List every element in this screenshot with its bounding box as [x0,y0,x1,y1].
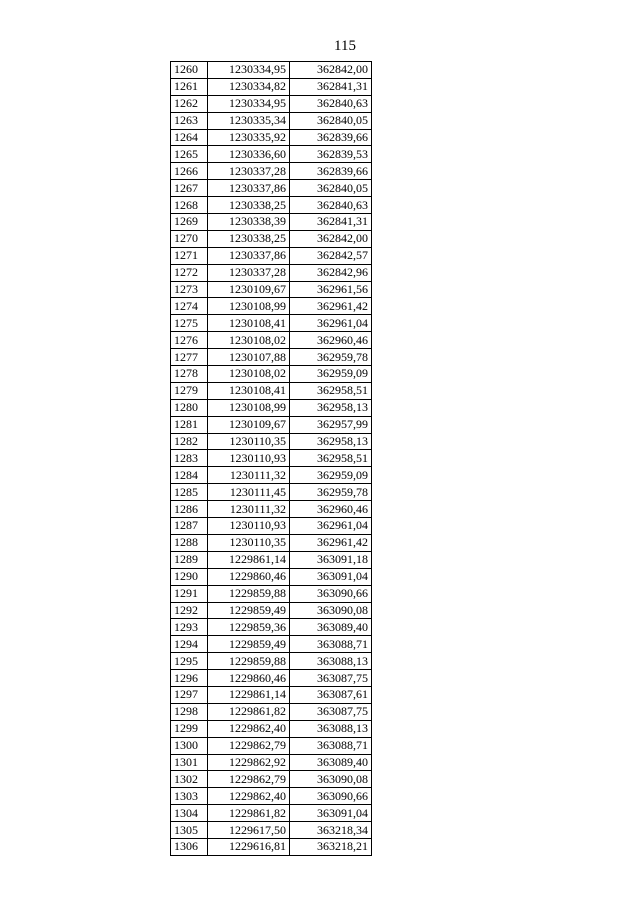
point-number-cell: 1271 [171,247,208,264]
table-row [171,653,372,670]
y-coordinate-cell: 362959,78 [290,484,372,501]
x-coordinate-cell: 1230108,99 [208,399,290,416]
x-coordinate-cell: 1230110,93 [208,518,290,535]
y-coordinate-cell: 363088,71 [290,636,372,653]
y-coordinate-cell: 362958,51 [290,382,372,399]
y-coordinate-cell: 362842,57 [290,247,372,264]
y-coordinate-cell: 363087,75 [290,670,372,687]
table-row [171,602,372,619]
x-coordinate-cell: 1229860,46 [208,568,290,585]
x-coordinate-cell: 1230337,28 [208,264,290,281]
x-coordinate-cell: 1230110,93 [208,450,290,467]
table-row [171,332,372,349]
x-coordinate-cell: 1230337,86 [208,180,290,197]
y-coordinate-cell: 362842,96 [290,264,372,281]
table-row [171,551,372,568]
x-coordinate-cell: 1230338,39 [208,214,290,231]
table-row [171,416,372,433]
x-coordinate-cell: 1230338,25 [208,197,290,214]
point-number-cell: 1300 [171,737,208,754]
x-coordinate-cell: 1230108,41 [208,315,290,332]
table-row [171,720,372,737]
x-coordinate-cell: 1229861,82 [208,805,290,822]
table-row [171,399,372,416]
y-coordinate-cell: 362957,99 [290,416,372,433]
x-coordinate-cell: 1229862,79 [208,737,290,754]
y-coordinate-cell: 362842,00 [290,62,372,79]
y-coordinate-cell: 363087,75 [290,703,372,720]
x-coordinate-cell: 1230335,34 [208,112,290,129]
x-coordinate-cell: 1229862,92 [208,754,290,771]
table-row [171,382,372,399]
table-row [171,585,372,602]
point-number-cell: 1297 [171,686,208,703]
table-row [171,788,372,805]
table-row [171,366,372,383]
point-number-cell: 1294 [171,636,208,653]
y-coordinate-cell: 363090,66 [290,788,372,805]
point-number-cell: 1296 [171,670,208,687]
table-row [171,838,372,855]
table-row [171,112,372,129]
y-coordinate-cell: 362842,00 [290,230,372,247]
x-coordinate-cell: 1229861,14 [208,551,290,568]
y-coordinate-cell: 362961,56 [290,281,372,298]
y-coordinate-cell: 362961,42 [290,298,372,315]
point-number-cell: 1298 [171,703,208,720]
x-coordinate-cell: 1230108,02 [208,366,290,383]
point-number-cell: 1288 [171,534,208,551]
table-row [171,754,372,771]
y-coordinate-cell: 362960,46 [290,332,372,349]
y-coordinate-cell: 363090,08 [290,602,372,619]
point-number-cell: 1268 [171,197,208,214]
x-coordinate-cell: 1230110,35 [208,534,290,551]
coordinates-table-body [171,62,372,856]
coordinates-table [170,61,372,856]
table-row [171,484,372,501]
y-coordinate-cell: 362958,13 [290,433,372,450]
table-row [171,298,372,315]
table-row [171,518,372,535]
x-coordinate-cell: 1229859,49 [208,636,290,653]
y-coordinate-cell: 362840,05 [290,112,372,129]
point-number-cell: 1273 [171,281,208,298]
table-row [171,703,372,720]
table-row [171,450,372,467]
y-coordinate-cell: 362841,31 [290,78,372,95]
page-number: 115 [334,38,356,54]
y-coordinate-cell: 363088,13 [290,653,372,670]
table-row [171,737,372,754]
x-coordinate-cell: 1229859,88 [208,653,290,670]
y-coordinate-cell: 363088,13 [290,720,372,737]
table-row [171,180,372,197]
point-number-cell: 1272 [171,264,208,281]
x-coordinate-cell: 1230110,35 [208,433,290,450]
table-row [171,247,372,264]
y-coordinate-cell: 362840,63 [290,197,372,214]
point-number-cell: 1292 [171,602,208,619]
y-coordinate-cell: 362959,09 [290,467,372,484]
y-coordinate-cell: 362839,66 [290,163,372,180]
point-number-cell: 1274 [171,298,208,315]
x-coordinate-cell: 1230337,28 [208,163,290,180]
y-coordinate-cell: 363089,40 [290,754,372,771]
table-row [171,822,372,839]
y-coordinate-cell: 362840,63 [290,95,372,112]
table-row [171,433,372,450]
y-coordinate-cell: 362959,09 [290,366,372,383]
y-coordinate-cell: 363091,18 [290,551,372,568]
table-row [171,534,372,551]
point-number-cell: 1302 [171,771,208,788]
y-coordinate-cell: 362839,53 [290,146,372,163]
x-coordinate-cell: 1229862,40 [208,788,290,805]
table-row [171,264,372,281]
x-coordinate-cell: 1230335,92 [208,129,290,146]
x-coordinate-cell: 1230108,99 [208,298,290,315]
table-row [171,771,372,788]
point-number-cell: 1299 [171,720,208,737]
point-number-cell: 1304 [171,805,208,822]
y-coordinate-cell: 362959,78 [290,349,372,366]
table-row [171,349,372,366]
point-number-cell: 1284 [171,467,208,484]
y-coordinate-cell: 362961,42 [290,534,372,551]
table-row [171,568,372,585]
y-coordinate-cell: 363087,61 [290,686,372,703]
x-coordinate-cell: 1229617,50 [208,822,290,839]
y-coordinate-cell: 362961,04 [290,518,372,535]
x-coordinate-cell: 1229861,82 [208,703,290,720]
y-coordinate-cell: 362841,31 [290,214,372,231]
point-number-cell: 1303 [171,788,208,805]
y-coordinate-cell: 363089,40 [290,619,372,636]
table-row [171,670,372,687]
x-coordinate-cell: 1229859,49 [208,602,290,619]
point-number-cell: 1265 [171,146,208,163]
x-coordinate-cell: 1230334,95 [208,95,290,112]
y-coordinate-cell: 363088,71 [290,737,372,754]
point-number-cell: 1278 [171,366,208,383]
x-coordinate-cell: 1229862,40 [208,720,290,737]
y-coordinate-cell: 362840,05 [290,180,372,197]
point-number-cell: 1290 [171,568,208,585]
y-coordinate-cell: 362839,66 [290,129,372,146]
point-number-cell: 1285 [171,484,208,501]
table-row [171,805,372,822]
point-number-cell: 1262 [171,95,208,112]
point-number-cell: 1283 [171,450,208,467]
point-number-cell: 1295 [171,653,208,670]
point-number-cell: 1280 [171,399,208,416]
table-row [171,315,372,332]
point-number-cell: 1277 [171,349,208,366]
y-coordinate-cell: 363090,08 [290,771,372,788]
x-coordinate-cell: 1229862,79 [208,771,290,788]
point-number-cell: 1263 [171,112,208,129]
point-number-cell: 1276 [171,332,208,349]
point-number-cell: 1301 [171,754,208,771]
x-coordinate-cell: 1230337,86 [208,247,290,264]
x-coordinate-cell: 1230111,32 [208,501,290,518]
y-coordinate-cell: 363090,66 [290,585,372,602]
table-row [171,95,372,112]
x-coordinate-cell: 1229859,88 [208,585,290,602]
x-coordinate-cell: 1230108,41 [208,382,290,399]
table-row [171,467,372,484]
y-coordinate-cell: 363218,34 [290,822,372,839]
x-coordinate-cell: 1230109,67 [208,416,290,433]
point-number-cell: 1270 [171,230,208,247]
point-number-cell: 1305 [171,822,208,839]
table-row [171,197,372,214]
y-coordinate-cell: 362958,13 [290,399,372,416]
y-coordinate-cell: 363218,21 [290,838,372,855]
x-coordinate-cell: 1230334,95 [208,62,290,79]
table-row [171,163,372,180]
table-row [171,636,372,653]
table-row [171,230,372,247]
point-number-cell: 1281 [171,416,208,433]
point-number-cell: 1260 [171,62,208,79]
table-row [171,214,372,231]
point-number-cell: 1286 [171,501,208,518]
table-row [171,129,372,146]
point-number-cell: 1264 [171,129,208,146]
x-coordinate-cell: 1230334,82 [208,78,290,95]
x-coordinate-cell: 1230336,60 [208,146,290,163]
point-number-cell: 1291 [171,585,208,602]
x-coordinate-cell: 1229860,46 [208,670,290,687]
point-number-cell: 1266 [171,163,208,180]
point-number-cell: 1282 [171,433,208,450]
x-coordinate-cell: 1230111,45 [208,484,290,501]
x-coordinate-cell: 1230107,88 [208,349,290,366]
y-coordinate-cell: 363091,04 [290,568,372,585]
x-coordinate-cell: 1229616,81 [208,838,290,855]
point-number-cell: 1275 [171,315,208,332]
point-number-cell: 1267 [171,180,208,197]
table-row [171,78,372,95]
table-row [171,146,372,163]
y-coordinate-cell: 363091,04 [290,805,372,822]
x-coordinate-cell: 1229861,14 [208,686,290,703]
table-row [171,619,372,636]
point-number-cell: 1279 [171,382,208,399]
table-row [171,62,372,79]
x-coordinate-cell: 1230338,25 [208,230,290,247]
point-number-cell: 1289 [171,551,208,568]
point-number-cell: 1293 [171,619,208,636]
table-row [171,686,372,703]
table-row [171,501,372,518]
x-coordinate-cell: 1230109,67 [208,281,290,298]
y-coordinate-cell: 362960,46 [290,501,372,518]
x-coordinate-cell: 1230111,32 [208,467,290,484]
y-coordinate-cell: 362961,04 [290,315,372,332]
y-coordinate-cell: 362958,51 [290,450,372,467]
table-row [171,281,372,298]
x-coordinate-cell: 1229859,36 [208,619,290,636]
x-coordinate-cell: 1230108,02 [208,332,290,349]
point-number-cell: 1261 [171,78,208,95]
point-number-cell: 1306 [171,838,208,855]
point-number-cell: 1287 [171,518,208,535]
point-number-cell: 1269 [171,214,208,231]
